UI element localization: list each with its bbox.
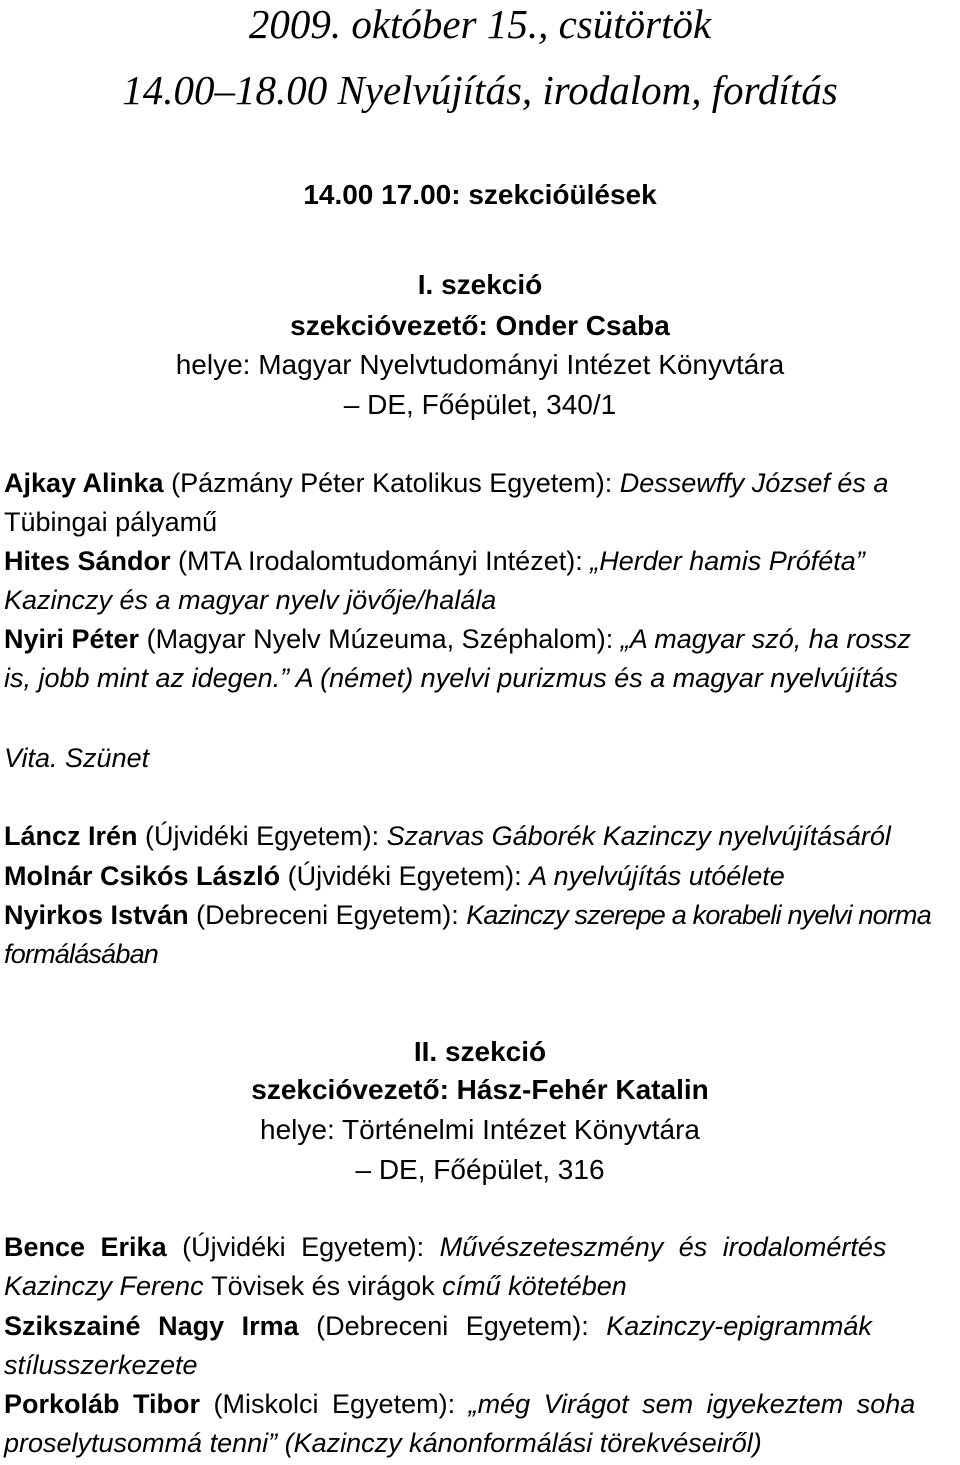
- talk-title: A nyelvújítás utóélete: [529, 861, 785, 891]
- talk-lancz: [4, 817, 956, 856]
- event-date: 2009. október 15., csütörtök: [248, 1, 712, 47]
- speaker-affiliation: (Miskolci Egyetem):: [200, 1389, 469, 1419]
- talk-line: [4, 1385, 956, 1424]
- talk-title: Kazinczy-epigrammák: [606, 1311, 872, 1341]
- talk-hites: [4, 542, 956, 620]
- talk-nyirkos: [4, 896, 956, 974]
- section1-title: I. szekció: [417, 269, 543, 300]
- section1-building: – DE, Főépület, 340/1: [343, 389, 617, 420]
- section2-venue: helye: Történelmi Intézet Könyvtára: [260, 1114, 700, 1145]
- talk-porkolab: [4, 1385, 956, 1463]
- speaker-affiliation: (Pázmány Péter Katolikus Egyetem):: [163, 468, 620, 498]
- talk-line: [4, 464, 956, 503]
- speaker-name: Nyiri Péter: [4, 624, 140, 654]
- talk-line: [4, 620, 956, 659]
- section2-building: – DE, Főépület, 316: [355, 1154, 605, 1185]
- talk-molnar: [4, 857, 956, 896]
- talk-line: [4, 1228, 956, 1267]
- session-time: 14.00 17.00: szekcióülések: [303, 179, 657, 210]
- speaker-name: Szikszainé Nagy Irma: [4, 1311, 299, 1341]
- talk-line: [4, 1267, 956, 1306]
- talk-line: [4, 817, 956, 856]
- discussion-break: Vita. Szünet: [4, 743, 150, 773]
- talk-line: [4, 659, 956, 698]
- talk-line: [4, 503, 956, 542]
- talk-title: „Herder hamis Próféta”: [590, 546, 865, 576]
- talk-title: Művészeteszmény és irodalomértés: [439, 1232, 887, 1262]
- speaker-affiliation: (Debreceni Egyetem):: [188, 900, 467, 930]
- speaker-affiliation: (Újvidéki Egyetem):: [137, 821, 387, 851]
- talk-title-end: című kötetében: [434, 1271, 627, 1301]
- talk-title: Kazinczy szerepe a korabeli nyelvi norma: [466, 900, 931, 930]
- speaker-name: Porkoláb Tibor: [4, 1389, 201, 1419]
- speaker-affiliation: (MTA Irodalomtudományi Intézet):: [170, 546, 591, 576]
- speaker-name: Láncz Irén: [4, 821, 138, 851]
- speaker-affiliation: (Debreceni Egyetem):: [298, 1311, 607, 1341]
- section1-chair: szekcióvezető: Onder Csaba: [290, 310, 670, 341]
- talk-line: [4, 896, 956, 935]
- book-title: Tövisek és virágok: [211, 1271, 435, 1301]
- talk-nyiri: [4, 620, 956, 698]
- talk-title: Szarvas Gáborék Kazinczy nyelvújításáról: [386, 821, 891, 851]
- talk-title-continued: is, jobb mint az idegen.” A (német) nyelvi purizmus és a magyar nyelvújítás: [4, 663, 898, 693]
- talk-szikszaine: [4, 1307, 956, 1385]
- speaker-name: Bence Erika: [4, 1232, 167, 1262]
- talk-line: [4, 1307, 956, 1346]
- speaker-name: Molnár Csikós László: [4, 861, 281, 891]
- talk-line: [4, 581, 956, 620]
- talk-bence: [4, 1228, 956, 1306]
- talk-line: [4, 1346, 956, 1385]
- talk-title: „A magyar szó, ha rossz: [620, 624, 911, 654]
- talk-title-continued: Kazinczy Ferenc: [4, 1271, 212, 1301]
- talk-title-continued: Tübingai pályamű: [4, 507, 218, 537]
- speaker-affiliation: (Magyar Nyelv Múzeuma, Széphalom):: [139, 624, 621, 654]
- section2-chair: szekcióvezető: Hász-Fehér Katalin: [251, 1074, 709, 1105]
- talk-title: „még Virágot sem igyekeztem soha: [468, 1389, 916, 1419]
- speaker-affiliation: (Újvidéki Egyetem):: [280, 861, 530, 891]
- speaker-name: Hites Sándor: [4, 546, 171, 576]
- speaker-affiliation: (Újvidéki Egyetem):: [166, 1232, 440, 1262]
- talk-line: [4, 542, 956, 581]
- section1-venue: helye: Magyar Nyelvtudományi Intézet Könyvtára: [175, 349, 785, 380]
- talk-title: Dessewffy József és a: [619, 468, 889, 498]
- talk-title-continued: proselytusommá tenni” (Kazinczy kánonformálási törekvéseiről): [4, 1428, 762, 1458]
- talk-line: [4, 857, 956, 896]
- talk-line: [4, 935, 956, 974]
- talk-title-continued: formálásában: [4, 939, 158, 969]
- talk-title-continued: Kazinczy és a magyar nyelv jövője/halála: [4, 585, 497, 615]
- talk-ajkay: [4, 464, 956, 542]
- speaker-name: Ajkay Alinka: [4, 468, 164, 498]
- section2-title: II. szekció: [413, 1036, 547, 1067]
- program-title: 14.00–18.00 Nyelvújítás, irodalom, fordítás: [122, 67, 838, 113]
- talk-title-continued: stílusszerkezete: [4, 1350, 198, 1380]
- talk-line: [4, 1424, 956, 1463]
- speaker-name: Nyirkos István: [4, 900, 189, 930]
